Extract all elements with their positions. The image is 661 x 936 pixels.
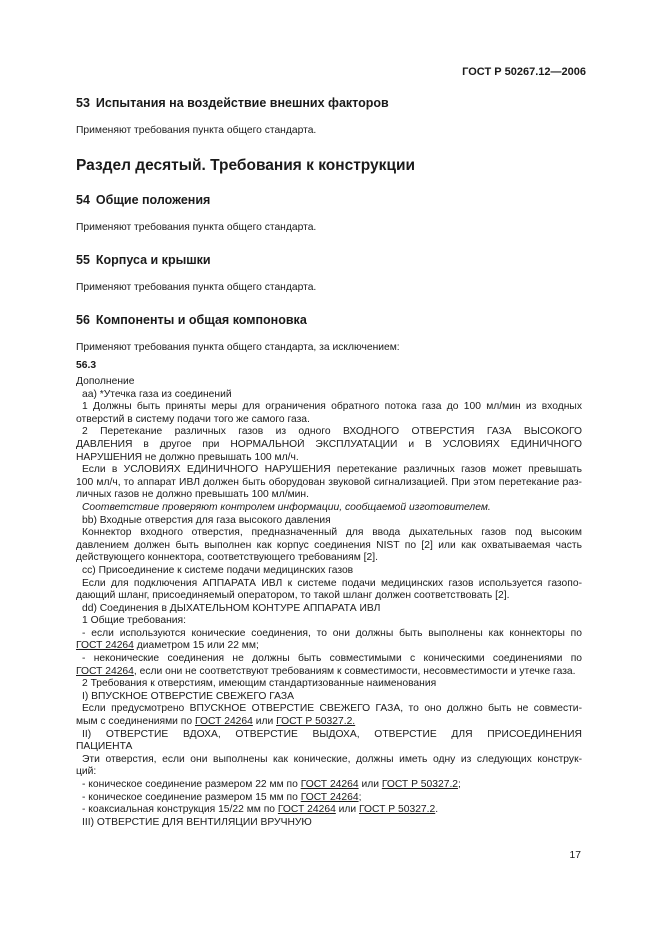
clause-body xyxy=(76,376,582,829)
body-text: - коаксиальная конструкция 15/22 мм по xyxy=(82,804,278,816)
section-heading-56 xyxy=(76,313,307,327)
body-line: bb) Входные отверстия для газа высокого давления xyxy=(82,514,331,526)
body-line: 1 Должны быть приняты меры для ограничения обратного потока газа до 100 мл/мин из входных xyxy=(82,401,582,413)
body-line: ПАЦИЕНТА xyxy=(76,741,133,753)
section-text-53: Применяют требования пункта общего стандарта. xyxy=(76,125,317,136)
body-line: Дополнение xyxy=(76,376,135,387)
section-heading-55 xyxy=(76,253,211,267)
body-text: диаметром 15 или 22 мм; xyxy=(133,640,259,652)
body-line: I) ВПУСКНОЕ ОТВЕРСТИЕ СВЕЖЕГО ГАЗА xyxy=(82,690,295,702)
body-text: - коническое соединение размером 22 мм по xyxy=(82,779,301,790)
body-text: или xyxy=(252,716,277,728)
body-line: dd) Соединения в ДЫХАТЕЛЬНОМ КОНТУРЕ АППАРАТА ИВЛ xyxy=(82,602,381,614)
body-text: мым с соединениями по xyxy=(76,716,195,728)
body-line: ций: xyxy=(76,766,97,778)
body-line: ДАВЛЕНИЯ в другое при НОРМАЛЬНОЙ ЭКСПЛУАТАЦИИ и В УСЛОВИЯХ ЕДИНИЧНОГО xyxy=(76,438,582,450)
body-text: . xyxy=(435,804,439,816)
section-title: Корпуса и крышки xyxy=(95,253,211,267)
section-text-56: Применяют требования пункта общего стандарта, за исключением: xyxy=(76,342,400,353)
body-line: личных газов не должно превышать 100 мл/мин. xyxy=(76,489,309,501)
body-line: сс) Присоединение к системе подачи медицинских газов xyxy=(82,564,354,576)
body-line: Если в УСЛОВИЯХ ЕДИНИЧНОГО НАРУШЕНИЯ перетекание различных газов может превышать xyxy=(82,464,582,476)
body-line: давлением должен быть выполнен как корпус соединения NIST по [2] или как охватываемая часть xyxy=(76,539,582,551)
body-line: аа) *Утечка газа из соединений xyxy=(82,388,232,400)
section-number: 56 xyxy=(76,313,90,327)
body-line: 100 мл/ч, то аппарат ИВЛ должен быть оборудован звуковой сигнализацией. При этом перетекание раз- xyxy=(76,476,582,488)
gost-link[interactable]: ГОСТ Р 50327.2. xyxy=(276,716,356,728)
body-text: или xyxy=(335,804,360,816)
gost-link[interactable]: ГОСТ 24264 xyxy=(277,804,336,816)
gost-link[interactable]: ГОСТ Р 50327.2 xyxy=(359,804,436,816)
section-title: Компоненты и общая компоновка xyxy=(95,313,307,327)
body-line: 1 Общие требования: xyxy=(82,615,186,627)
standard-code: ГОСТ Р 50267.12—2006 xyxy=(462,66,586,78)
body-text: ; xyxy=(358,791,362,803)
section-heading-53 xyxy=(76,96,389,110)
gost-link[interactable]: ГОСТ 24264 xyxy=(194,716,253,728)
body-text: или xyxy=(358,779,382,790)
section-text-55: Применяют требования пункта общего стандарта. xyxy=(76,282,317,293)
section-heading-54 xyxy=(76,193,210,207)
body-line: - неконические соединения не должны быть совместимыми с коническими соединениями по xyxy=(82,653,582,665)
body-line xyxy=(76,792,582,805)
body-line: Соответствие проверяют контролем информации, сообщаемой изготовителем. xyxy=(82,501,491,513)
body-text: - коническое соединение размером 15 мм по xyxy=(82,791,301,803)
body-line: Эти отверстия, если они выполнены как конические, должны иметь одну из следующих конструк- xyxy=(82,753,582,765)
body-line xyxy=(76,779,582,792)
body-line xyxy=(76,804,582,817)
body-line xyxy=(76,640,582,653)
body-line: Если предусмотрено ВПУСКНОЕ ОТВЕРСТИЕ СВЕЖЕГО ГАЗА, то оно должно быть не совмести- xyxy=(82,703,582,715)
body-line: НАРУШЕНИЯ не должно превышать 100 мл/ч. xyxy=(76,451,299,463)
body-line xyxy=(76,666,582,679)
section-title: Общие положения xyxy=(95,193,211,207)
section-title: Испытания на воздействие внешних факторов xyxy=(95,96,389,110)
body-line: 2 Перетекание различных газов из одного ВХОДНОГО ОТВЕРСТИЯ ГАЗА ВЫСОКОГО xyxy=(82,426,582,438)
gost-link[interactable]: ГОСТ 24264 xyxy=(76,640,134,652)
body-line: - если используются конические соединения, то они должны быть выполнены как коннекторы по xyxy=(82,627,582,639)
gost-link[interactable]: ГОСТ 24264 xyxy=(300,779,359,790)
section-number: 55 xyxy=(76,253,90,267)
section-number: 54 xyxy=(76,193,90,207)
gost-link[interactable]: ГОСТ Р 50327.2 xyxy=(381,779,459,790)
section-number: 53 xyxy=(76,96,90,110)
section-text-54: Применяют требования пункта общего стандарта. xyxy=(76,222,317,233)
body-line xyxy=(76,716,582,729)
clause-number: 56.3 xyxy=(76,360,97,371)
gost-link[interactable]: ГОСТ 24264 xyxy=(76,665,134,677)
body-text: ; xyxy=(458,779,461,790)
gost-link[interactable]: ГОСТ 24264 xyxy=(300,791,359,803)
body-line: II) ОТВЕРСТИЕ ВДОХА, ОТВЕРСТИЕ ВЫДОХА, ОТВЕРСТИЕ ДЛЯ ПРИСОЕДИНЕНИЯ xyxy=(82,728,582,740)
body-line: действующего коннектора, соответствующего требованиям [2]. xyxy=(76,552,378,564)
page-number: 17 xyxy=(569,850,581,861)
body-line: Если для подключения АППАРАТА ИВЛ к системе подачи медицинских газов используется газопо- xyxy=(82,577,582,589)
part-heading: Раздел десятый. Требования к конструкции xyxy=(76,157,416,174)
body-line: III) ОТВЕРСТИЕ ДЛЯ ВЕНТИЛЯЦИИ ВРУЧНУЮ xyxy=(82,816,312,828)
body-line: 2 Требования к отверстиям, имеющим стандартизованные наименования xyxy=(82,678,437,690)
body-line: Коннектор входного отверстия, предназначенный для ввода дыхательных газов под высоким xyxy=(82,527,582,539)
body-line: отверстий в систему подачи того же самого газа. xyxy=(76,413,310,425)
body-text: , если они не соответствуют требованиям к совместимости, несовместимости и утечке газа. xyxy=(133,665,576,677)
body-line: дающий шланг, присоединяемый оператором, то такой шланг должен соответствовать [2]. xyxy=(76,590,510,602)
